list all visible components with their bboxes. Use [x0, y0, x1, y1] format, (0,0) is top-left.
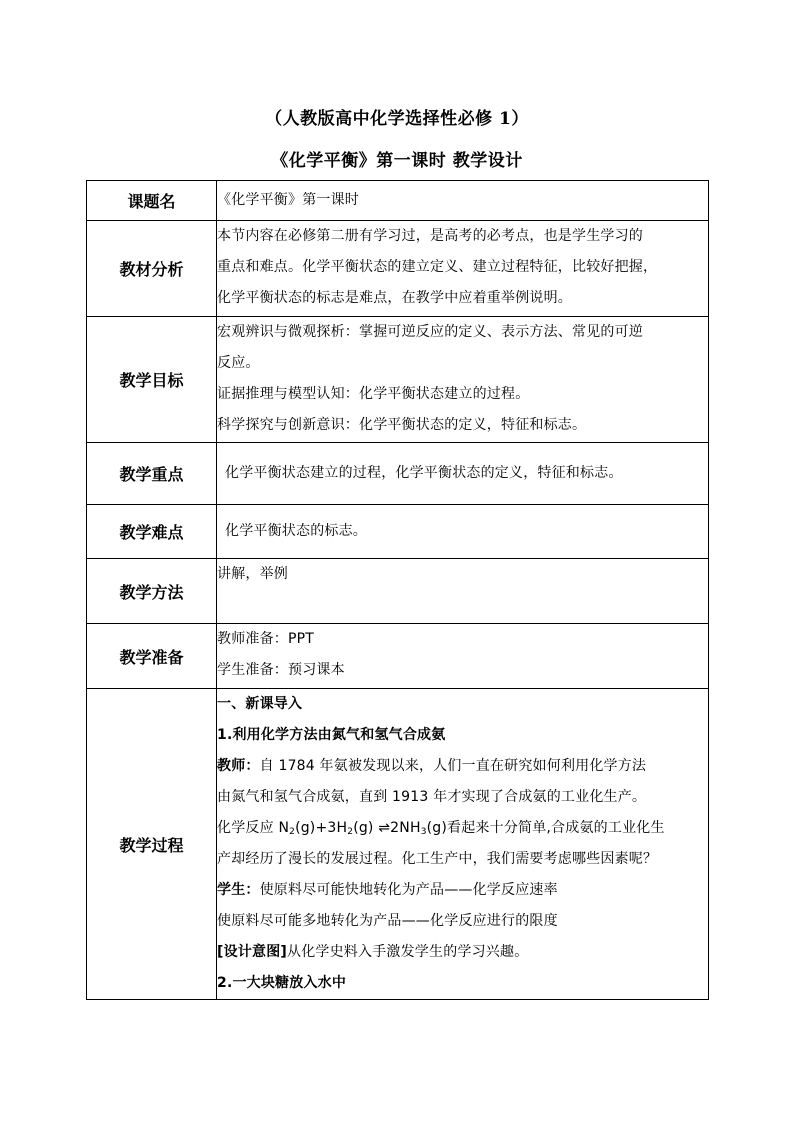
table-row — [87, 221, 709, 317]
lesson-plan-table — [86, 180, 709, 1000]
objective-line: 证据推理与模型认知：化学平衡状态建立的过程。 — [217, 386, 530, 402]
preparation-line: 学生准备：预习课本 — [217, 662, 345, 678]
material-line: 化学平衡状态的标志是难点，在教学中应着重举例说明。 — [217, 290, 572, 306]
row-content-teaching-process — [217, 689, 709, 1000]
item-heading: 2.一大块糖放入水中 — [217, 975, 347, 991]
table-row — [87, 443, 709, 505]
row-content-topic — [217, 181, 709, 221]
document-title: 《化学平衡》第一课时 教学设计 — [271, 151, 523, 171]
row-label-difficult-points: 教学难点 — [87, 505, 217, 559]
topic-text: 《化学平衡》第一课时 — [217, 192, 359, 208]
design-intent-line — [217, 937, 708, 968]
table-row — [87, 624, 709, 689]
table-row — [87, 505, 709, 559]
equation-subscript: 2 — [347, 827, 354, 837]
equation-subscript: 3 — [420, 827, 427, 837]
document-subtitle: （人教版高中化学选择性必修 1） — [265, 109, 529, 129]
design-intent-label: [设计意图] — [217, 944, 287, 960]
row-content-teaching-objectives — [217, 317, 709, 443]
item-heading: 1.利用化学方法由氮气和氢气合成氨 — [217, 727, 446, 743]
section-heading: 一、新课导入 — [217, 696, 303, 712]
table-row — [87, 559, 709, 624]
equation-part: (g)+3H — [295, 820, 348, 836]
student-text: 使原料尽可能快地转化为产品——化学反应速率 — [259, 882, 558, 898]
material-line: 本节内容在必修第二册有学习过，是高考的必考点，也是学生学习的 — [217, 228, 643, 244]
row-label-teaching-methods: 教学方法 — [87, 559, 217, 624]
student-paragraph-line — [217, 875, 708, 906]
equation-line — [217, 813, 708, 844]
equation-part: (g) ⇌2NH — [353, 820, 421, 836]
preparation-line: 教师准备：PPT — [217, 631, 315, 647]
table-row — [87, 181, 709, 221]
equation-subscript: 2 — [289, 827, 296, 837]
table-row — [87, 689, 709, 1000]
material-line: 重点和难点。化学平衡状态的建立定义、建立过程特征，比较好把握， — [217, 259, 658, 275]
student-label: 学生： — [217, 882, 260, 898]
equation-part: (g)看起来十分简单,合成氨的工业化生 — [426, 820, 665, 836]
teacher-paragraph-line — [217, 751, 708, 782]
row-label-material-analysis: 教材分析 — [87, 221, 217, 317]
row-content-difficult-points — [217, 505, 709, 559]
objective-line: 反应。 — [217, 355, 260, 371]
teacher-paragraph-line: 由氮气和氢气合成氨，直到 1913 年才实现了合成氨的工业化生产。 — [217, 789, 647, 805]
student-paragraph-line: 使原料尽可能多地转化为产品——化学反应进行的限度 — [217, 913, 558, 929]
row-content-teaching-methods — [217, 559, 709, 624]
row-label-preparation: 教学准备 — [87, 624, 217, 689]
teacher-text: 自 1784 年氨被发现以来，人们一直在研究如何利用化学方法 — [259, 758, 647, 774]
equation-part: 化学反应 N — [217, 820, 290, 836]
row-content-material-analysis — [217, 221, 709, 317]
row-content-key-points — [217, 443, 709, 505]
objective-line: 宏观辨识与微观探析：掌握可逆反应的定义、表示方法、常见的可逆 — [217, 324, 643, 340]
table-row — [87, 317, 709, 443]
teacher-paragraph-line: 产却经历了漫长的发展过程。化工生产中，我们需要考虑哪些因素呢？ — [217, 851, 658, 867]
difficult-points-text: 化学平衡状态的标志。 — [225, 523, 367, 539]
row-label-key-points: 教学重点 — [87, 443, 217, 505]
methods-text: 讲解，举例 — [217, 566, 288, 582]
row-label-topic: 课题名 — [87, 181, 217, 221]
key-points-text: 化学平衡状态建立的过程，化学平衡状态的定义，特征和标志。 — [225, 465, 623, 481]
row-label-teaching-objectives: 教学目标 — [87, 317, 217, 443]
objective-line: 科学探究与创新意识：化学平衡状态的定义，特征和标志。 — [217, 417, 587, 433]
design-intent-text: 从化学史料入手激发学生的学习兴趣。 — [287, 944, 529, 960]
row-content-preparation — [217, 624, 709, 689]
row-label-teaching-process: 教学过程 — [87, 689, 217, 1000]
teacher-label: 教师： — [217, 758, 260, 774]
